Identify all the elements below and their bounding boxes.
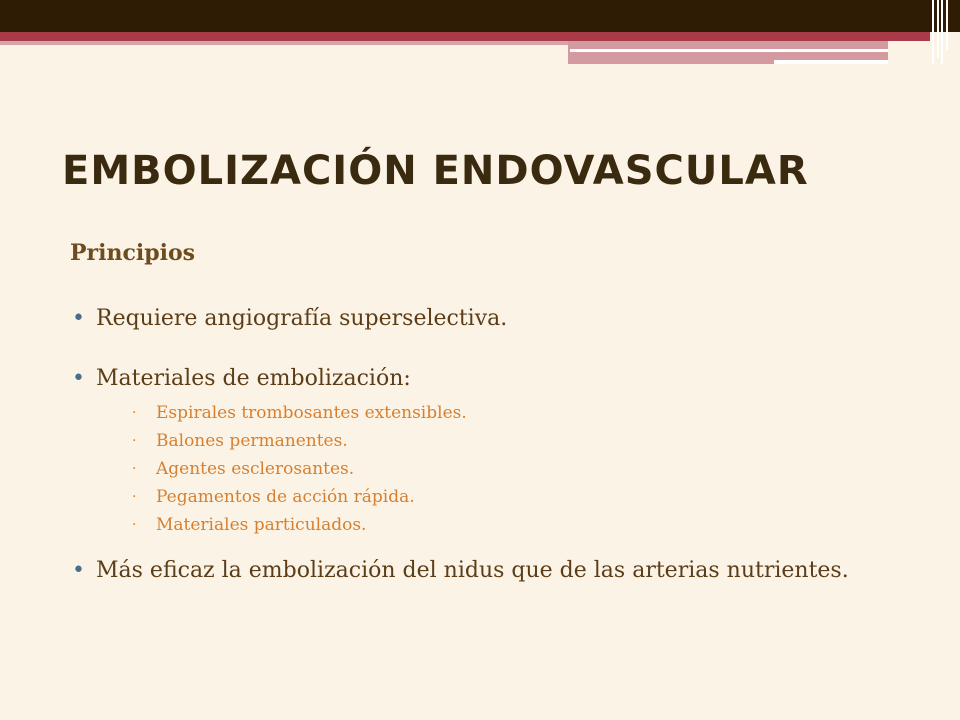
materials-list-item	[72, 511, 922, 539]
edge-line	[941, 0, 943, 64]
header-red-bar	[0, 32, 930, 41]
materials-list-item	[72, 399, 922, 427]
material-text: Espirales trombosantes extensibles.	[156, 403, 467, 423]
sub-bullet-dot-icon: ·	[132, 433, 137, 449]
header-pink-bar	[0, 41, 568, 45]
slide-subtitle: Principios	[70, 240, 196, 266]
bullet-item	[72, 557, 922, 585]
bullet-dot-icon: •	[72, 558, 85, 583]
materials-list-item	[72, 427, 922, 455]
slide-content	[72, 305, 922, 585]
header-white-tail	[774, 60, 888, 64]
sub-bullet-dot-icon: ·	[132, 489, 137, 505]
header-edge-lines	[930, 0, 960, 64]
bullet-dot-icon: •	[72, 306, 85, 331]
materials-list-item	[72, 483, 922, 511]
bullet-item	[72, 305, 922, 333]
edge-line	[932, 0, 934, 64]
slide-title: EMBOLIZACIÓN ENDOVASCULAR	[62, 148, 809, 194]
edge-line	[937, 0, 939, 58]
sub-bullet-dot-icon: ·	[132, 517, 137, 533]
bullet-item	[72, 365, 922, 393]
bullet-text: Materiales de embolización:	[96, 366, 411, 391]
bullet-text: Requiere angiografía superselectiva.	[96, 306, 508, 331]
material-text: Balones permanentes.	[156, 431, 348, 451]
edge-line	[946, 0, 948, 50]
material-text: Materiales particulados.	[156, 515, 367, 535]
sub-bullet-dot-icon: ·	[132, 461, 137, 477]
material-text: Pegamentos de acción rápida.	[156, 487, 415, 507]
materials-list-item	[72, 455, 922, 483]
sub-bullet-dot-icon: ·	[132, 405, 137, 421]
material-text: Agentes esclerosantes.	[156, 459, 355, 479]
header-dark-bar	[0, 0, 960, 32]
bullet-text: Más eficaz la embolización del nidus que de las arterias nutrientes.	[96, 558, 849, 583]
header-white-line	[570, 49, 888, 52]
bullet-dot-icon: •	[72, 366, 85, 391]
materials-list	[72, 399, 922, 539]
